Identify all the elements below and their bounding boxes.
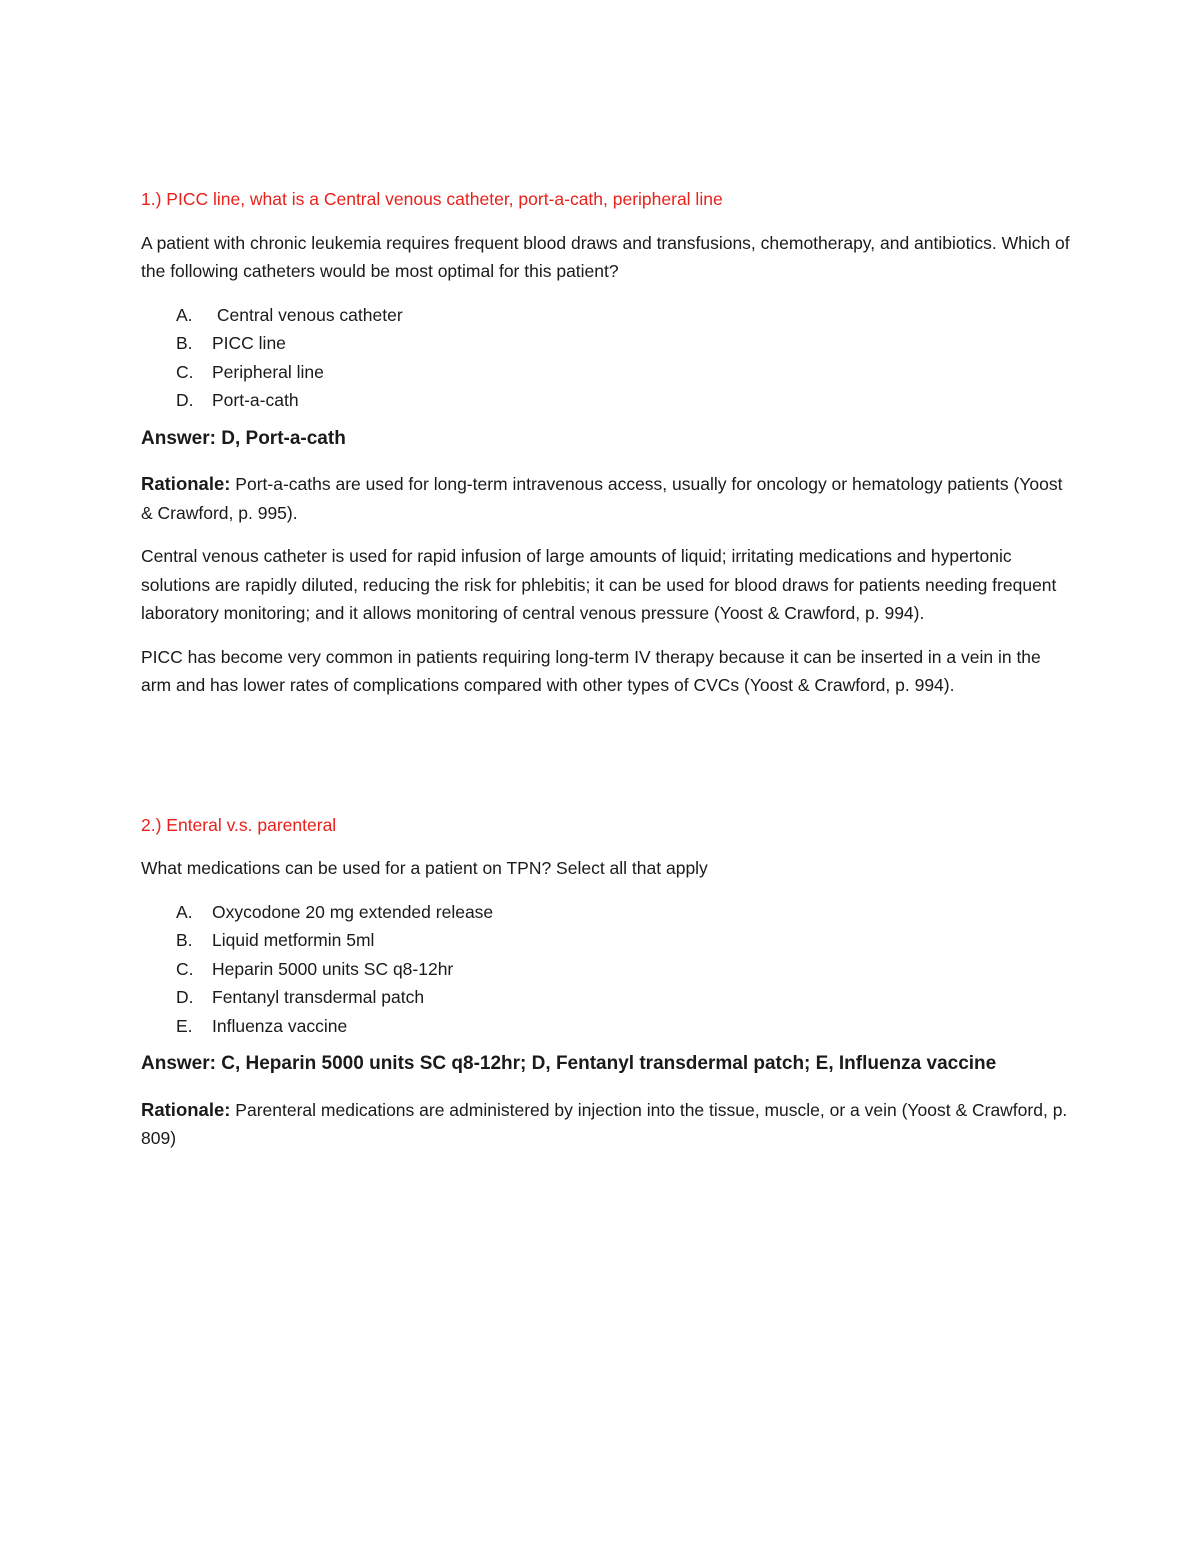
- option-item: [141, 1012, 1071, 1041]
- document-page: [141, 185, 1071, 1168]
- question-1: [141, 185, 1071, 700]
- option-letter: A.: [176, 901, 193, 922]
- question-1-heading: 1.) PICC line, what is a Central venous catheter, port-a-cath, peripheral line: [141, 189, 723, 209]
- option-letter: E.: [176, 1015, 193, 1036]
- option-text: Heparin 5000 units SC q8-12hr: [212, 958, 454, 979]
- question-2-rationale: [141, 1096, 1071, 1153]
- option-text: Central venous catheter: [212, 304, 403, 325]
- option-letter: B.: [176, 333, 193, 353]
- option-letter: A.: [176, 304, 193, 325]
- rationale-label: Rationale:: [141, 1098, 231, 1120]
- rationale-text: Parenteral medications are administered by injection into the tissue, muscle, or a vein (Yoost & Crawford, p. 809): [141, 1099, 1068, 1148]
- option-text: Oxycodone 20 mg extended release: [212, 901, 494, 922]
- option-item: [141, 926, 1071, 955]
- option-letter: C.: [176, 361, 194, 382]
- option-item: [141, 898, 1071, 927]
- option-item: [141, 386, 1071, 415]
- question-2-heading: 2.) Enteral v.s. parenteral: [141, 814, 337, 835]
- option-text: PICC line: [212, 333, 286, 353]
- option-text: Port-a-cath: [212, 390, 299, 410]
- question-1-options: [141, 301, 1071, 415]
- question-1-answer: Answer: D, Port-a-cath: [141, 427, 346, 449]
- option-item: [141, 301, 1071, 330]
- option-item: [141, 955, 1071, 984]
- option-letter: D.: [176, 987, 194, 1007]
- question-2-text: What medications can be used for a patient on TPN? Select all that apply: [141, 858, 708, 878]
- question-1-paragraph-3: PICC has become very common in patients requiring long-term IV therapy because it can be inserted in a vein in the arm and has lower rates of complications compared with other types of CVCs (Yoost & Crawford, p. 994).: [141, 646, 1041, 695]
- option-item: [141, 358, 1071, 387]
- option-letter: C.: [176, 958, 194, 979]
- rationale-text: Port-a-caths are used for long-term intravenous access, usually for oncology or hematology patients (Yoost & Crawford, p. 995).: [141, 474, 1063, 523]
- option-text: Peripheral line: [212, 361, 324, 382]
- question-2: [141, 811, 1071, 1153]
- option-text: Liquid metformin 5ml: [212, 930, 375, 950]
- spacer: [141, 715, 1071, 811]
- option-letter: D.: [176, 390, 194, 410]
- question-1-rationale: [141, 470, 1071, 527]
- question-2-answer: Answer: C, Heparin 5000 units SC q8-12hr; D, Fentanyl transdermal patch; E, Influenza vaccine: [141, 1053, 997, 1074]
- question-2-options: [141, 898, 1071, 1041]
- option-letter: B.: [176, 930, 193, 950]
- option-item: [141, 329, 1071, 358]
- question-1-paragraph-2: Central venous catheter is used for rapid infusion of large amounts of liquid; irritating medications and hypertonic solutions are rapidly diluted, reducing the risk for phlebitis; it can be used for blood draws for patients needing frequent laboratory monitoring; and it allows monitoring of central venous pressure (Yoost & Crawford, p. 994).: [141, 546, 1057, 623]
- option-item: [141, 983, 1071, 1012]
- question-1-text: A patient with chronic leukemia requires frequent blood draws and transfusions, chemotherapy, and antibiotics. Which of the following catheters would be most optimal for this patient?: [141, 232, 1070, 281]
- option-text: Fentanyl transdermal patch: [212, 987, 425, 1007]
- rationale-label: Rationale:: [141, 473, 231, 494]
- option-text: Influenza vaccine: [212, 1015, 348, 1036]
